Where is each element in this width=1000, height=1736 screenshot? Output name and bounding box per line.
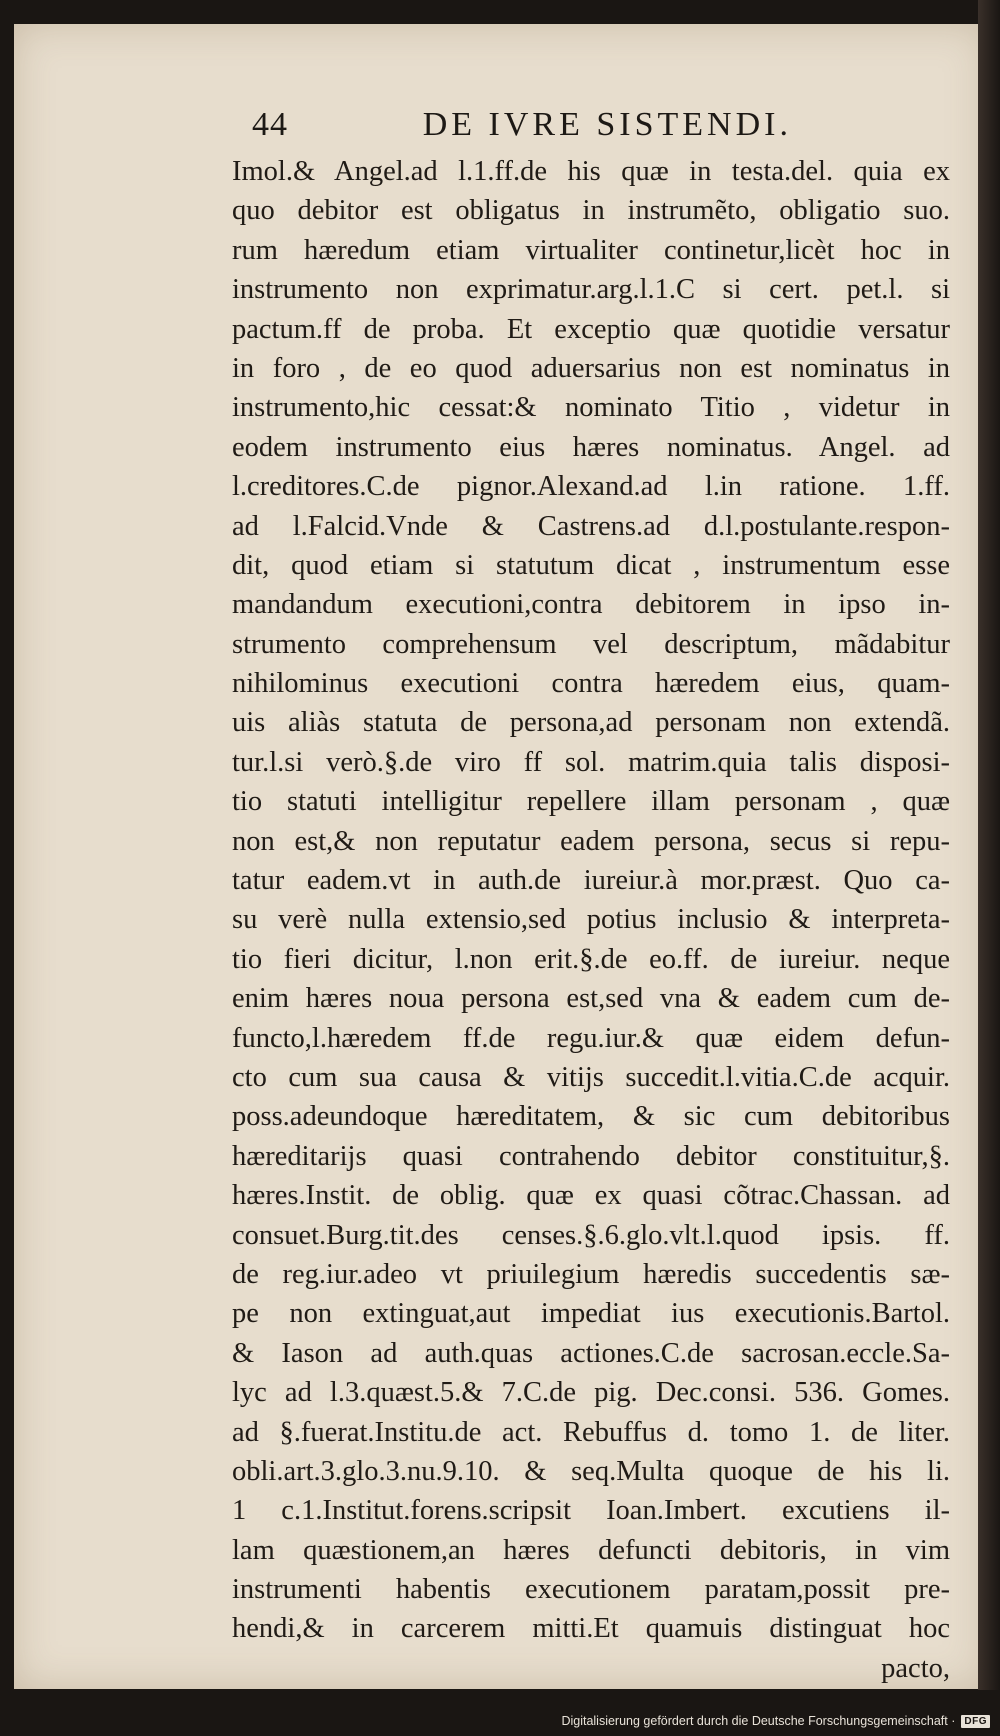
text-line: strumento comprehensum vel descriptum, mãdabitur [232, 628, 950, 660]
text-line: eodem instrumento eius hæres nominatus. Angel. ad [232, 431, 950, 463]
text-line: hæres.Instit. de oblig. quæ ex quasi cõtrac.Chassan. ad [232, 1180, 950, 1212]
text-line: hæreditarijs quasi contrahendo debitor constituitur,§. [232, 1140, 950, 1172]
text-line: pactum.ff de proba. Et exceptio quæ quotidie versatur [232, 313, 950, 345]
text-line: instrumento,hic cessat:& nominato Titio , videtur in [232, 392, 950, 424]
text-line: instrumento non exprimatur.arg.l.1.C si cert. pet.l. si [232, 274, 950, 306]
text-line: su verè nulla extensio,sed potius inclusio & interpreta- [232, 904, 950, 936]
text-line: functo,l.hæredem ff.de regu.iur.& quæ eidem defun- [232, 1022, 950, 1054]
text-line: obli.art.3.glo.3.nu.9.10. & seq.Multa quoque de his li. [232, 1455, 950, 1487]
text-line: pacto, [881, 1652, 950, 1684]
text-line: 1 c.1.Institut.forens.scripsit Ioan.Imbert. excutiens il- [232, 1495, 950, 1527]
text-line: instrumenti habentis executionem paratam,possit pre- [232, 1574, 950, 1606]
text-line: mandandum executioni,contra debitorem in ipso in- [232, 589, 950, 621]
text-line: lyc ad l.3.quæst.5.& 7.C.de pig. Dec.consi. 536. Gomes. [232, 1377, 950, 1409]
book-spine-edge [978, 0, 1000, 1690]
text-line: tio statuti intelligitur repellere illam personam , quæ [232, 786, 950, 818]
text-line: pe non extinguat,aut impediat ius executionis.Bartol. [232, 1298, 950, 1330]
text-line: non est,& non reputatur eadem persona, secus si repu- [232, 825, 950, 857]
text-line: ad §.fuerat.Institu.de act. Rebuffus d. tomo 1. de liter. [232, 1416, 950, 1448]
text-line: Imol.& Angel.ad l.1.ff.de his quæ in testa.del. quia ex [232, 156, 950, 187]
book-page [14, 24, 986, 1689]
text-line: tur.l.si verò.§.de viro ff sol. matrim.quia talis disposi- [232, 746, 950, 778]
text-line: hendi,& in carcerem mitti.Et quamuis distinguat hoc [232, 1613, 950, 1645]
text-line: poss.adeundoque hæreditatem, & sic cum debitoribus [232, 1101, 950, 1133]
text-line: tio fieri dicitur, l.non erit.§.de eo.ff. de iureiur. neque [232, 943, 950, 975]
page-number: 44 [252, 106, 288, 143]
running-head [252, 106, 792, 144]
funding-credit: Digitalisierung gefördert durch die Deutsche Forschungsgemeinschaft · [561, 1714, 956, 1728]
text-line: uis aliàs statuta de persona,ad personam non extendã. [232, 707, 950, 739]
text-line: de reg.iur.adeo vt priuilegium hæredis succedentis sæ- [232, 1258, 950, 1290]
text-line: dit, quod etiam si statutum dicat , instrumentum esse [232, 549, 950, 581]
text-line: consuet.Burg.tit.des censes.§.6.glo.vlt.l.quod ipsis. ff. [232, 1219, 950, 1251]
text-line: tatur eadem.vt in auth.de iureiur.à mor.præst. Quo ca- [232, 865, 950, 897]
text-line: l.creditores.C.de pignor.Alexand.ad l.in ratione. 1.ff. [232, 471, 950, 503]
text-line: & Iason ad auth.quas actiones.C.de sacrosan.eccle.Sa- [232, 1337, 950, 1369]
digitization-footer [561, 1714, 990, 1728]
text-line: lam quæstionem,an hæres defuncti debitoris, in vim [232, 1534, 950, 1566]
dfg-logo: DFG [961, 1715, 990, 1728]
text-line: enim hæres noua persona est,sed vna & eadem cum de- [232, 983, 950, 1015]
text-line: quo debitor est obligatus in instrumẽto, obligatio suo. [232, 195, 950, 227]
text-line: in foro , de eo quod aduersarius non est nominatus in [232, 352, 950, 384]
text-line: cto cum sua causa & vitijs succedit.l.vitia.C.de acquir. [232, 1061, 950, 1093]
running-title: DE IVRE SISTENDI. [422, 106, 792, 143]
text-line: ad l.Falcid.Vnde & Castrens.ad d.l.postulante.respon- [232, 510, 950, 542]
text-line: nihilominus executioni contra hæredem eius, quam- [232, 668, 950, 700]
text-line: rum hæredum etiam virtualiter continetur,licèt hoc in [232, 234, 950, 266]
body-text [232, 152, 950, 1688]
